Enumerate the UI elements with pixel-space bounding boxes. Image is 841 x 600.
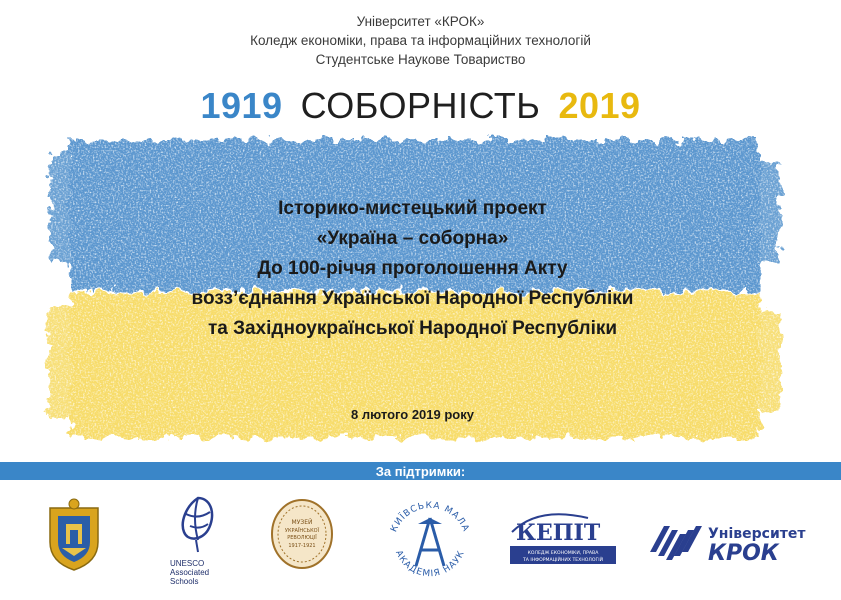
man-academy-logo — [380, 490, 480, 594]
title-year-end: 2019 — [558, 85, 641, 126]
museum-logo — [270, 498, 334, 570]
support-label: За підтримки: — [375, 464, 466, 479]
coat-of-arms-logo — [44, 498, 104, 572]
project-line: Історико-мистецький проект — [278, 198, 547, 219]
svg-text:ТА ІНФОРМАЦІЙНИХ ТЕХНОЛОГІЙ: ТА ІНФОРМАЦІЙНИХ ТЕХНОЛОГІЙ — [522, 558, 604, 563]
svg-text:1917-1921: 1917-1921 — [288, 543, 316, 549]
unesco-caption-1: UNESCO — [170, 559, 205, 568]
university-name: Університет «КРОК» — [356, 14, 485, 29]
header — [0, 12, 841, 69]
project-line: «Україна – соборна» — [316, 228, 509, 249]
unesco-caption-2: Associated — [170, 568, 210, 577]
svg-text:КИЇВСЬКА МАЛА: КИЇВСЬКА МАЛА — [389, 500, 471, 534]
title-word: СОБОРНІСТЬ — [300, 85, 541, 126]
krok-emblem — [650, 516, 810, 566]
krok-university-logo — [650, 516, 810, 566]
kepit-emblem — [508, 508, 618, 568]
man-academy-emblem — [380, 490, 480, 594]
unesco-logo — [170, 494, 230, 594]
project-description — [40, 194, 785, 344]
svg-text:УКРАЇНСЬКОЇ: УКРАЇНСЬКОЇ — [284, 528, 320, 534]
unesco-globe-icon — [178, 494, 218, 554]
project-line: возз’єднання Української Народної Республіки — [191, 288, 634, 309]
svg-text:Університет: Університет — [708, 526, 806, 542]
college-name: Коледж економіки, права та інформаційних технологій — [250, 33, 591, 48]
svg-text:КРОК: КРОК — [708, 541, 779, 566]
museum-seal-icon — [270, 498, 334, 570]
coat-of-arms-icon — [44, 498, 104, 572]
partner-logos — [0, 488, 841, 596]
kepit-logo — [508, 508, 618, 568]
society-name: Студентське Наукове Товариство — [315, 52, 526, 67]
svg-text:КЕПІТ: КЕПІТ — [516, 520, 601, 546]
event-date: 8 лютого 2019 року — [351, 407, 474, 422]
page-title — [0, 84, 841, 128]
title-year-start: 1919 — [200, 85, 283, 126]
unesco-caption-3: Schools — [170, 577, 199, 586]
project-line: До 100-річчя проголошення Акту — [257, 258, 568, 279]
svg-text:МУЗЕЙ: МУЗЕЙ — [291, 519, 313, 526]
svg-text:РЕВОЛЮЦІЇ: РЕВОЛЮЦІЇ — [287, 535, 317, 541]
svg-text:АКАДЕМІЯ НАУК: АКАДЕМІЯ НАУК — [393, 548, 467, 580]
svg-text:КОЛЕДЖ ЕКОНОМІКИ, ПРАВА: КОЛЕДЖ ЕКОНОМІКИ, ПРАВА — [527, 551, 599, 556]
project-line: та Західноукраїнської Народної Республіки — [207, 318, 618, 339]
